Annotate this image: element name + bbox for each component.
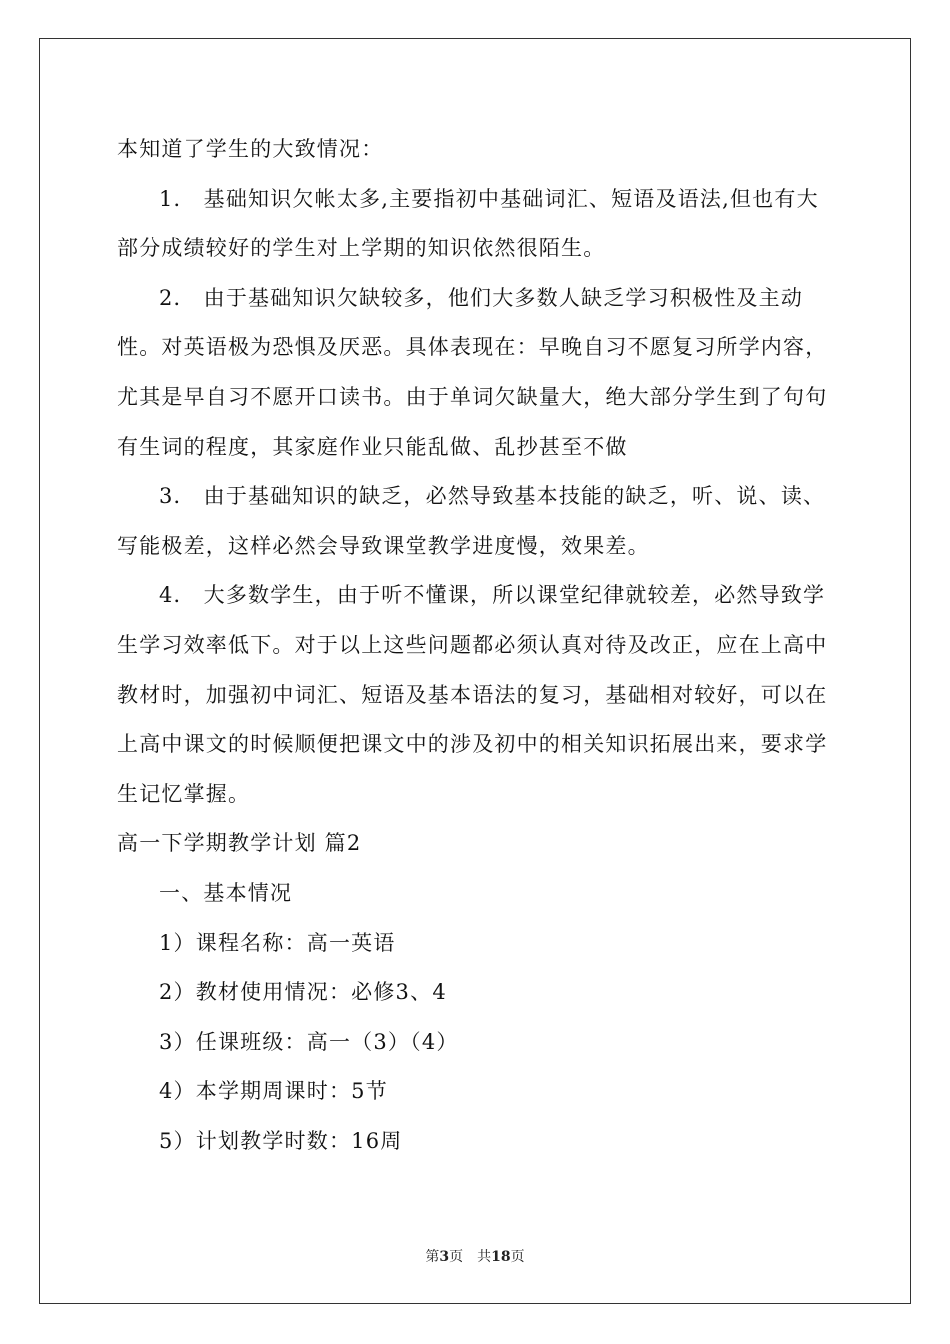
footer-total-pages: 18: [491, 1249, 511, 1265]
paragraph-item-2: 2． 由于基础知识欠缺较多，他们大多数人缺乏学习积极性及主动性。对英语极为恐惧及厌恶。具体表现在：早晚自习不愿复习所学内容，尤其是早自习不愿开口读书。由于单词欠缺量大，绝大部分学生到了句句有生词的程度，其家庭作业只能乱做、乱抄甚至不做: [117, 285, 828, 459]
footer-prefix: 第: [425, 1249, 440, 1265]
footer-suffix: 页: [510, 1249, 525, 1265]
page-footer: [0, 1246, 950, 1266]
info-total-weeks: 5）计划教学时数：16周: [159, 1128, 403, 1153]
info-classes: 3）任课班级：高一（3）（4）: [159, 1029, 459, 1054]
paragraph-item-1: 1． 基础知识欠帐太多,主要指初中基础词汇、短语及语法,但也有大部分成绩较好的学生对上学期的知识依然很陌生。: [117, 186, 819, 261]
footer-page-number: 3: [439, 1249, 450, 1265]
footer-middle: 页 共: [449, 1249, 492, 1265]
subsection-heading: 一、基本情况: [159, 880, 293, 905]
info-textbook: 2）教材使用情况：必修3、4: [159, 980, 447, 1005]
document-body: [117, 125, 837, 1166]
paragraph-item-4: 4． 大多数学生，由于听不懂课，所以课堂纪律就较差，必然导致学生学习效率低下。对于以上这些问题都必须认真对待及改正，应在上高中教材时，加强初中词汇、短语及基本语法的复习，基础相对较好，可以在上高中课文的时候顺便把课文中的涉及初中的相关知识拓展出来，要求学生记忆掌握。: [117, 583, 828, 806]
info-weekly-hours: 4）本学期周课时：5节: [159, 1079, 388, 1104]
paragraph-item-3: 3． 由于基础知识的缺乏，必然导致基本技能的缺乏，听、说、读、写能极差，这样必然会导致课堂教学进度慢，效果差。: [117, 484, 826, 558]
paragraph-intro: 本知道了学生的大致情况：: [117, 137, 384, 161]
section-heading: 高一下学期教学计划 篇2: [117, 831, 362, 856]
info-course-name: 1）课程名称：高一英语: [159, 930, 396, 955]
